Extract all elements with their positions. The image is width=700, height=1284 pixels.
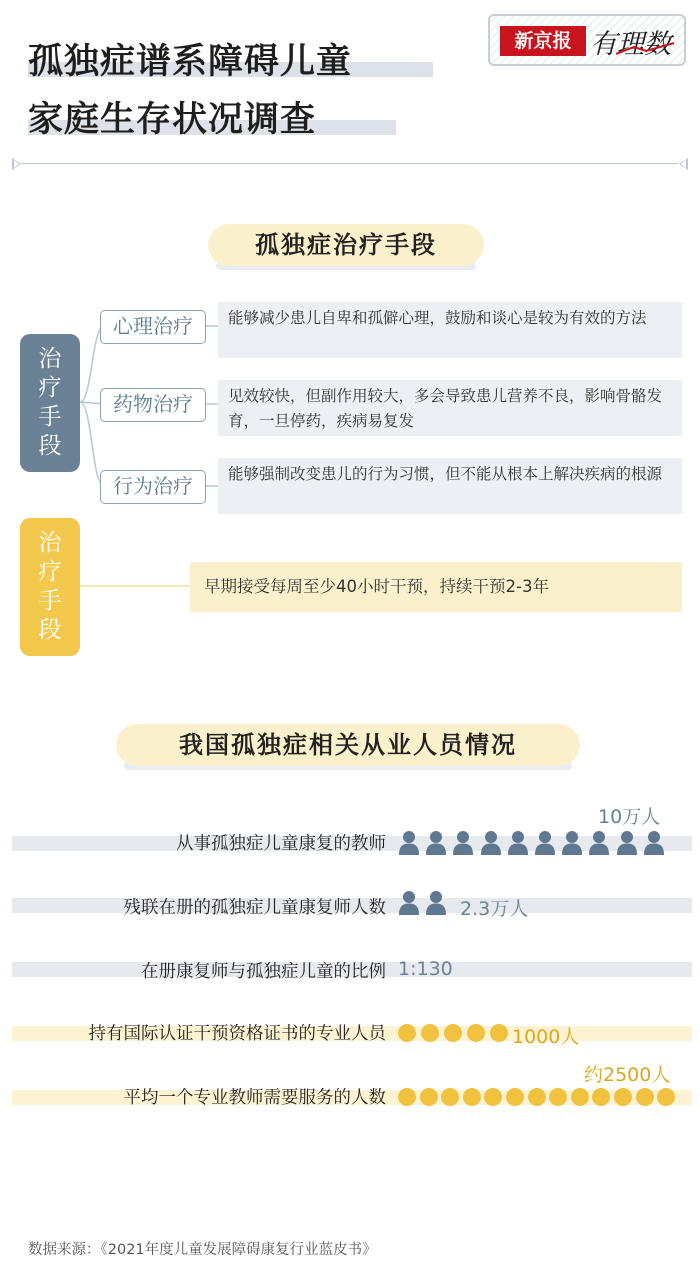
treatment-desc-behavioral: 能够强制改变患儿的行为习惯，但不能从根本上解决疾病的根源 xyxy=(218,458,682,514)
coin-icon xyxy=(398,1088,416,1106)
person-icon xyxy=(398,830,420,856)
intervention-desc: 早期接受每周至少40小时干预，持续干预2-3年 xyxy=(190,562,682,612)
treatment-name-behavioral: 行为治疗 xyxy=(100,470,206,504)
page-title-line-2: 家庭生存状况调查 xyxy=(28,100,317,140)
treatment-section-title: 孤独症治疗手段 xyxy=(208,224,484,266)
row-label-per-teacher: 平均一个专业教师需要服务的人数 xyxy=(123,1088,386,1108)
personnel-section-title: 我国孤独症相关从业人员情况 xyxy=(116,724,580,766)
page-title-line-1: 孤独症谱系障碍儿童 xyxy=(28,42,353,82)
coin-icon xyxy=(506,1088,524,1106)
person-icon xyxy=(398,890,420,916)
coin-icon xyxy=(467,1024,485,1042)
coin-icon xyxy=(420,1088,438,1106)
value-per-teacher: 约2500人 xyxy=(584,1064,671,1086)
row-label-therapists: 残联在册的孤独症儿童康复师人数 xyxy=(123,898,386,918)
person-icon xyxy=(561,830,583,856)
coin-icon xyxy=(444,1024,462,1042)
treatment-name-psychological: 心理治疗 xyxy=(100,310,206,344)
value-certified: 1000人 xyxy=(512,1026,580,1048)
coin-icon xyxy=(398,1024,416,1042)
treatment-name-medication: 药物治疗 xyxy=(100,388,206,422)
person-icon xyxy=(425,890,447,916)
value-therapists: 2.3万人 xyxy=(460,898,529,920)
logo-column-name: 有理数 xyxy=(590,22,671,61)
person-icon xyxy=(480,830,502,856)
treatment-desc-medication: 见效较快，但副作用较大，多会导致患儿营养不良，影响骨骼发育，一旦停药，疾病易复发 xyxy=(218,380,682,436)
value-ratio: 1:130 xyxy=(398,958,453,980)
coin-icon xyxy=(636,1088,654,1106)
person-icon xyxy=(425,830,447,856)
coin-icon xyxy=(421,1024,439,1042)
treatment-group-label: 治 疗 手 段 xyxy=(20,334,80,472)
data-source: 数据来源：《2021年度儿童发展障碍康复行业蓝皮书》 xyxy=(28,1242,377,1258)
coin-icon xyxy=(614,1088,632,1106)
intervention-group-label: 治 疗 手 段 xyxy=(20,518,80,656)
person-icon xyxy=(616,830,638,856)
treatment-desc-psychological: 能够减少患儿自卑和孤僻心理，鼓励和谈心是较为有效的方法 xyxy=(218,302,682,358)
value-teachers: 10万人 xyxy=(598,806,661,828)
person-icon xyxy=(507,830,529,856)
coin-icon xyxy=(571,1088,589,1106)
person-icon xyxy=(534,830,556,856)
person-icon xyxy=(588,830,610,856)
row-label-ratio: 在册康复师与孤独症儿童的比例 xyxy=(141,962,386,982)
row-label-certified: 持有国际认证干预资格证书的专业人员 xyxy=(88,1024,386,1044)
coin-icon xyxy=(528,1088,546,1106)
person-icon xyxy=(643,830,665,856)
coin-icon xyxy=(463,1088,481,1106)
logo-newspaper-name: 新京报 xyxy=(500,26,586,56)
person-icon xyxy=(452,830,474,856)
row-label-teachers: 从事孤独症儿童康复的教师 xyxy=(176,834,386,854)
coin-icon xyxy=(490,1024,508,1042)
